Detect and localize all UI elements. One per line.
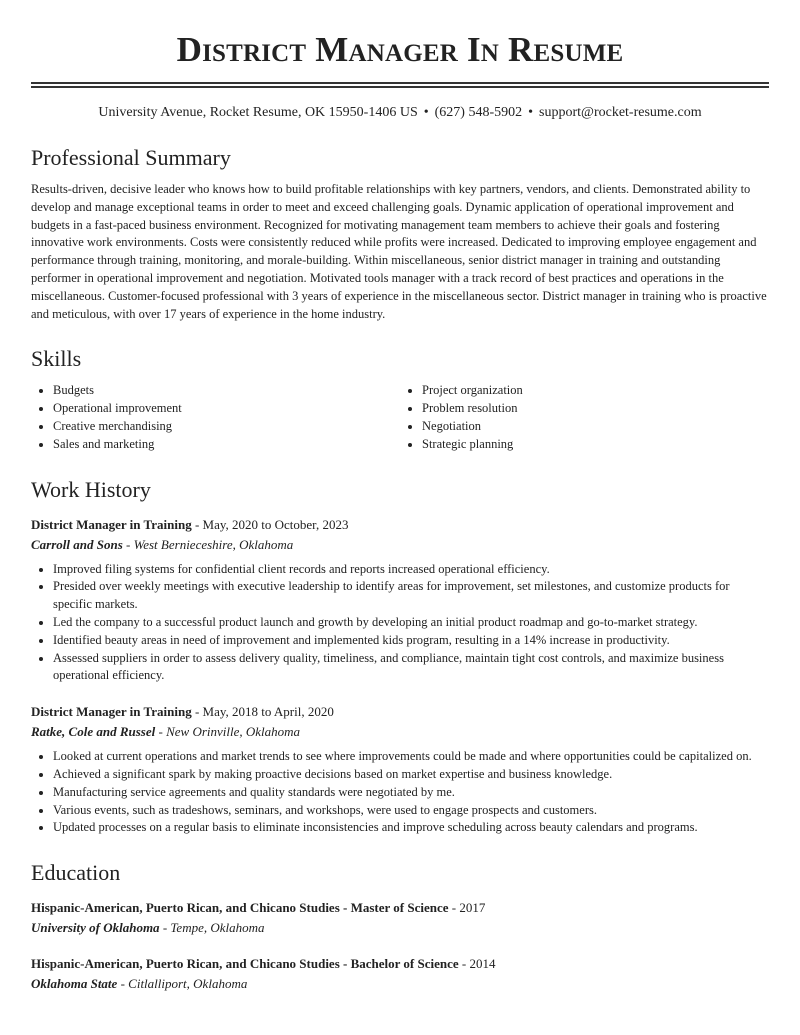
job-company: Carroll and Sons: [31, 536, 123, 552]
skill-item: • Project organization: [422, 382, 769, 400]
job-company: Ratke, Cole and Russel: [31, 724, 156, 740]
contact-address: University Avenue, Rocket Resume, OK 15950-1406 US: [98, 105, 418, 120]
job-bullet: • Improved filing systems for confidential client records and reports increased operational efficiency.: [53, 561, 769, 579]
education-school-line: [31, 918, 769, 937]
job-company-line: [31, 722, 769, 741]
job-bullet: • Various events, such as tradeshows, seminars, and workshops, were used to engage prospects and customers.: [53, 802, 769, 820]
job-title-line: [31, 515, 769, 534]
job-bullet: • Assessed suppliers in order to assess delivery quality, timeliness, and compliance, maintain tight cost controls, and maximize business operational efficiency.: [53, 650, 769, 686]
contact-email: support@rocket-resume.com: [539, 105, 702, 120]
contact-phone: (627) 548-5902: [434, 105, 523, 120]
job-bullet: • Updated processes on a regular basis to eliminate inconsistencies and improve scheduling across beauty calendars and programs.: [53, 819, 769, 837]
skill-item: • Sales and marketing: [53, 436, 400, 454]
education-location: - Tempe, Oklahoma: [159, 920, 265, 936]
education-degree: Hispanic-American, Puerto Rican, and Chicano Studies - Bachelor of Science: [31, 956, 459, 972]
job-bullet: • Led the company to a successful product launch and growth by developing an initial product roadmap and go-to-market strategy.: [53, 614, 769, 632]
education-heading: Education: [31, 860, 121, 886]
job-title: District Manager in Training: [31, 704, 192, 720]
job-bullet: • Identified beauty areas in need of improvement and implemented kids program, resulting in a 14% increase in productivity.: [53, 632, 769, 650]
job-location: - New Orinville, Oklahoma: [155, 724, 301, 740]
job-bullet: • Presided over weekly meetings with executive leadership to identify areas for improvement, set milestones, and customize products for specific markets.: [53, 578, 769, 614]
contact-line: [31, 104, 769, 122]
job-bullet: • Manufacturing service agreements and quality standards were negotiated by me.: [53, 784, 769, 802]
education-degree-line: [31, 954, 769, 973]
job-title-line: [31, 702, 769, 721]
job-dates: - May, 2020 to October, 2023: [191, 516, 349, 532]
education-entry: [31, 898, 769, 937]
skill-item: • Creative merchandising: [53, 418, 400, 436]
education-school: Oklahoma State: [31, 976, 118, 992]
job-entry: [31, 702, 769, 837]
job-location: - West Bernieceshire, Oklahoma: [122, 536, 294, 552]
skills-column-left: [31, 382, 400, 453]
education-year: - 2014: [458, 956, 496, 972]
job-company-line: [31, 535, 769, 554]
title-divider: [31, 82, 769, 88]
skill-item: • Strategic planning: [422, 436, 769, 454]
job-bullet: • Looked at current operations and market trends to see where improvements could be made and where opportunities could be capitalized on.: [53, 748, 769, 766]
education-entry: [31, 954, 769, 993]
job-title: District Manager in Training: [31, 516, 192, 532]
job-bullet: • Achieved a significant spark by making proactive decisions based on market expertise and business knowledge.: [53, 766, 769, 784]
summary-text: Results-driven, decisive leader who knows how to build profitable relationships with key partners, vendors, and clients. Demonstrated ability to develop and manage exceptional teams in order to meet and exceed challenging goals. Dynamic application of operational improvement and budgets in a fast-paced business environment. Recognized for motivating management team members to achieve their goals and fostering innovative work environments. Costs were consistently reduced while profits were increased. Dedicated to improving employee engagement and performance through training, monitoring, and morale-building. Within miscellaneous, senior district manager in training and outstanding performer in operational improvement and negotiation. Motivated tools manager with a track record of best practices and operations in the miscellaneous. Customer-focused professional with 3 years of experience in the miscellaneous sector. District manager in training who is proactive and meticulous, with over 17 years of experience in the home industry.: [31, 182, 767, 321]
job-dates: - May, 2018 to April, 2020: [191, 704, 334, 720]
summary-heading: Professional Summary: [31, 145, 231, 170]
skills-heading: Skills: [31, 346, 82, 372]
job-bullets: [31, 748, 769, 837]
resume-title: District Manager In Resume: [176, 30, 624, 69]
education-year: - 2017: [448, 900, 486, 916]
skill-item: • Problem resolution: [422, 400, 769, 418]
education-school: University of Oklahoma: [31, 920, 160, 936]
job-entry: [31, 515, 769, 686]
skills-column-right: [400, 382, 769, 453]
skill-item: • Budgets: [53, 382, 400, 400]
education-location: - Citlalliport, Oklahoma: [117, 976, 248, 992]
education-school-line: [31, 974, 769, 993]
skills-list: [31, 382, 769, 453]
job-bullets: [31, 561, 769, 686]
contact-separator: •: [423, 105, 429, 120]
work-history-heading: Work History: [31, 476, 151, 502]
education-degree-line: [31, 898, 769, 917]
skill-item: • Operational improvement: [53, 400, 400, 418]
contact-separator: •: [528, 105, 534, 120]
education-degree: Hispanic-American, Puerto Rican, and Chicano Studies - Master of Science: [31, 900, 449, 916]
skill-item: • Negotiation: [422, 418, 769, 436]
